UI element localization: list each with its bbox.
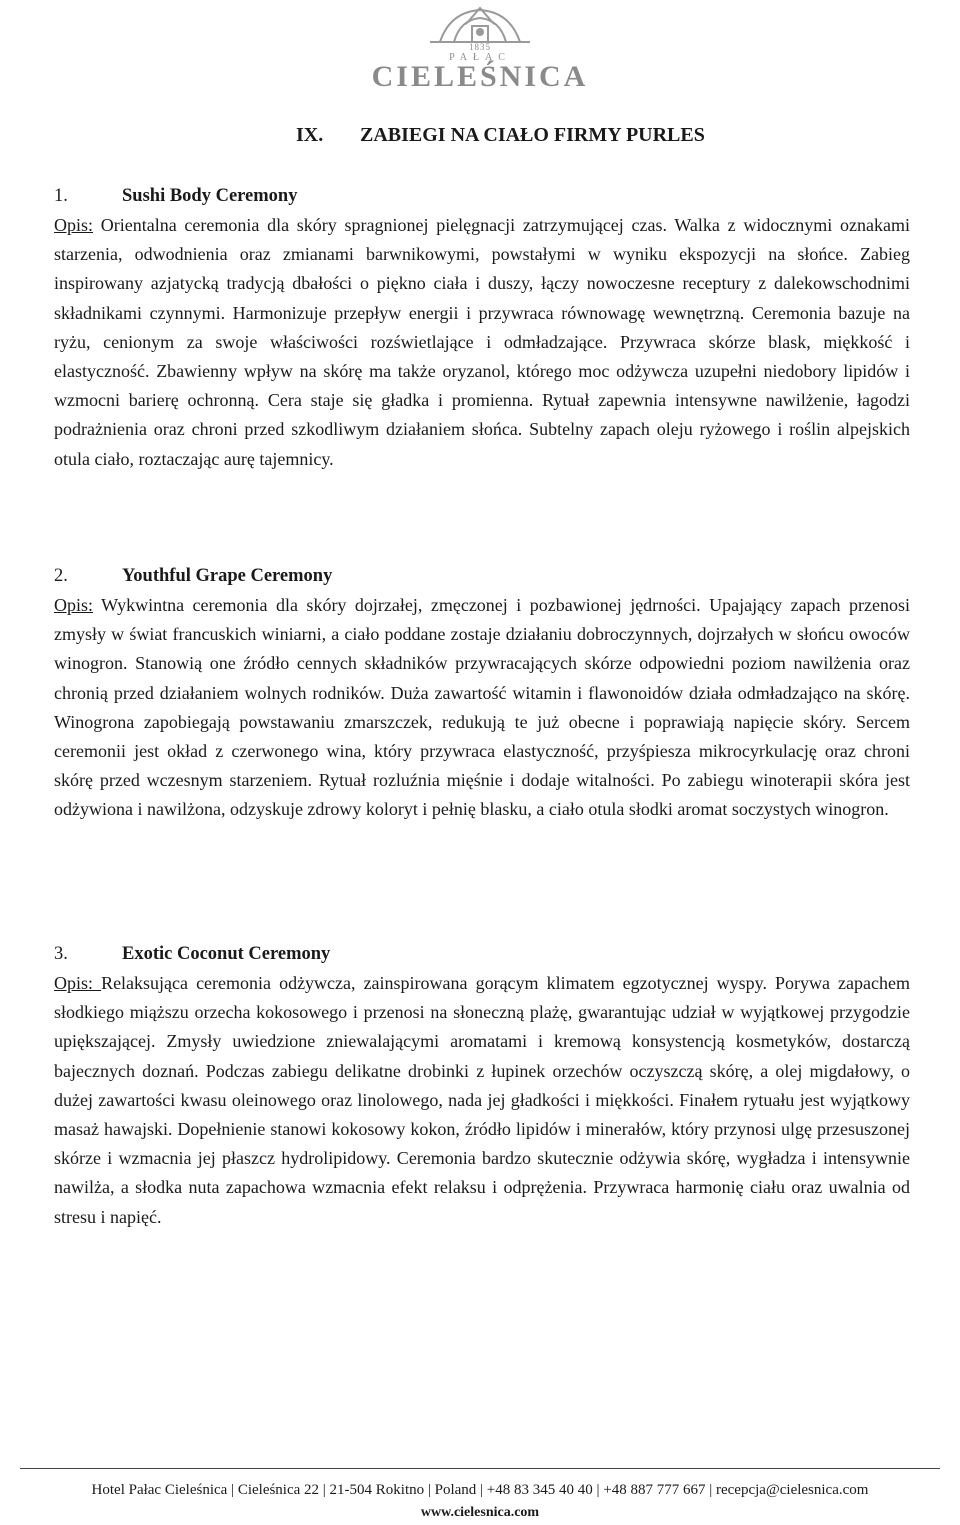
section-description [54, 211, 910, 474]
logo-year: 1835 [469, 42, 491, 52]
section-description [54, 591, 910, 825]
section-description [54, 969, 910, 1232]
section-number: 2. [54, 566, 68, 586]
description-text: Relaksująca ceremonia odżywcza, zainspirowana gorącym klimatem egzotycznej wyspy. Porywa zapachem słodkiego miąższu orzecha kokosowego i przenosi na słoneczną plażę, gwarantując udział w wyjątkowej przygodzie upiększającej. Zmysły uwiedzione zniewalającymi aromatami i kremową konsystencją kosmetyków, dostarczą bajecznych doznań. Podczas zabiegu delikatne drobinki z łupinek orzechów oczyszczą skórę, a olej migdałowy, o dużej zawartości kwasu oleinowego oraz linolowego, nada jej gładkości i miękkości. Finałem rytuału jest wyjątkowy masaż hawajski. Dopełnienie stanowi kokosowy kokon, źródło lipidów i minerałów, który przynosi ulgę przesuszonej skórze i wzmacnia jej płaszcz hydrolipidowy. Ceremonia bardzo skutecznie odżywia skórę, wygładza i intensywnie nawilża, a słodka nuta zapachowa wzmacnia efekt relaksu i odprężenia. Przywraca harmonię ciału oraz uwalnia od stresu i napięć. [54, 973, 910, 1227]
section-heading [54, 940, 910, 969]
opis-label: Opis: [54, 973, 102, 993]
footer-contact: Hotel Pałac Cieleśnica | Cieleśnica 22 | 21-504 Rokitno | Poland | +48 83 345 40 40 | +48 887 777 667 | recepcja@cielesnica.com [91, 1482, 869, 1498]
chapter-title: ZABIEGI NA CIAŁO FIRMY PURLES [360, 124, 705, 146]
section-number: 1. [54, 186, 68, 206]
section-title: Youthful Grape Ceremony [122, 566, 333, 586]
section-sushi [54, 182, 910, 474]
chapter-number: IX. [296, 124, 324, 146]
footer-divider [20, 1468, 940, 1469]
opis-label: Opis: [54, 595, 94, 615]
logo-subtitle: PAŁAC [449, 52, 511, 63]
logo-name: CIELEŚNICA [371, 60, 589, 93]
header-logo [0, 0, 960, 100]
section-grape [54, 562, 910, 825]
section-heading [54, 562, 910, 591]
section-number: 3. [54, 944, 68, 964]
section-title: Exotic Coconut Ceremony [122, 944, 331, 964]
chapter-heading [0, 124, 960, 154]
opis-label: Opis: [54, 215, 94, 235]
section-title: Sushi Body Ceremony [122, 186, 298, 206]
description-text: Wykwintna ceremonia dla skóry dojrzałej, zmęczonej i pozbawionej jędrności. Upajający zapach przenosi zmysły w świat francuskich winiarni, a ciało poddane zostaje działaniu dobroczynnych, dojrzałych w słońcu owoców winogron. Stanowią one źródło cennych składników przywracających skórze odpowiedni poziom nawilżenia oraz chronią przed działaniem wolnych rodników. Duża zawartość witamin i flawonoidów działa odmładzająco na skórę. Winogrona zapobiegają powstawaniu zmarszczek, redukują te już obecne i poprawiają napięcie skóry. Sercem ceremonii jest okład z czerwonego wina, który przywraca elastyczność, przyśpiesza mikrocyrkulację oraz chroni skórę przed wczesnym starzeniem. Rytuał rozluźnia mięśnie i dodaje witalności. Po zabiegu winoterapii skóra jest odżywiona i nawilżona, odzyskuje zdrowy koloryt i pełnię blasku, a ciało otula słodki aromat soczystych winogron. [54, 595, 910, 820]
section-heading [54, 182, 910, 211]
footer-website[interactable]: www.cielesnica.com [420, 1505, 540, 1520]
description-text: Orientalna ceremonia dla skóry spragnionej pielęgnacji zatrzymującej czas. Walka z widocznymi oznakami starzenia, odwodnienia oraz zmianami barwnikowymi, powstałymi w wyniku ekspozycji na słońce. Zabieg inspirowany azjatycką tradycją dbałości o piękno ciała i duszy, łączy nowoczesne receptury z dalekowschodnimi składnikami czynnymi. Harmonizuje przepływ energii i przywraca równowagę wewnętrzną. Ceremonia bazuje na ryżu, cenionym za swoje właściwości rozświetlające i odmładzające. Przywraca skórze blask, miękkość i elastyczność. Zbawienny wpływ na skórę ma także oryzanol, którego moc odżywcza uzupełni niedobory lipidów i wzmocni barierę ochronną. Cera staje się gładka i promienna. Rytuał zapewnia intensywne nawilżenie, łagodzi podrażnienia oraz chroni przed szkodliwym działaniem słońca. Subtelny zapach oleju ryżowego i roślin alpejskich otula ciało, roztaczając aurę tajemnicy. [54, 215, 910, 469]
section-coconut [54, 940, 910, 1232]
